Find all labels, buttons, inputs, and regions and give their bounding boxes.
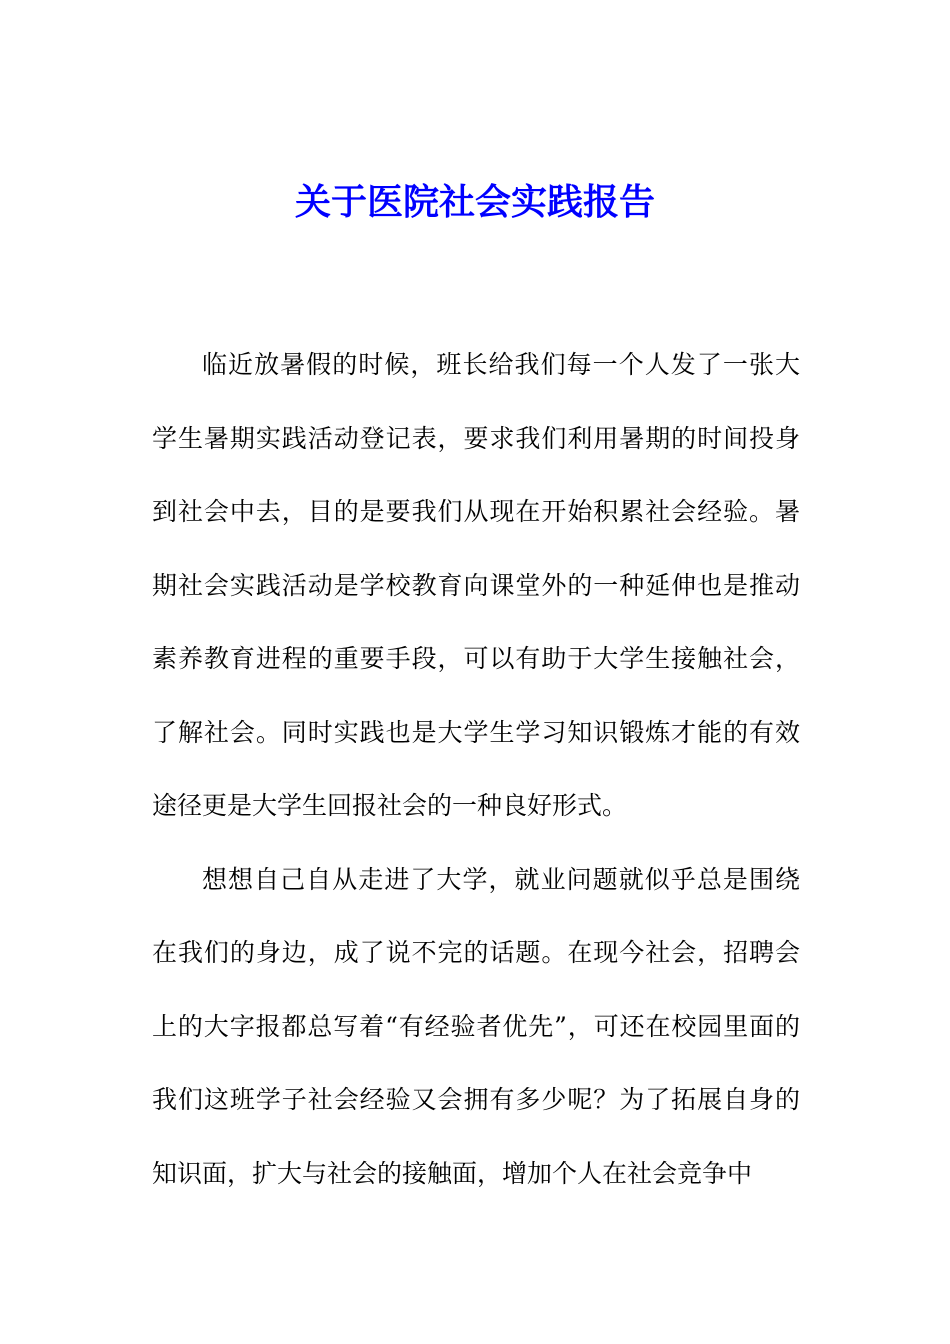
document-body	[152, 328, 800, 1210]
paragraph-2: 想想自己自从走进了大学，就业问题就似乎总是围绕在我们的身边，成了说不完的话题。在现今社会，招聘会上的大字报都总写着“有经验者优先”，可还在校园里面的我们这班学子社会经验又会拥有多少呢？为了拓展自身的知识面，扩大与社会的接触面，增加个人在社会竞争中	[152, 864, 800, 1188]
paragraph-1: 临近放暑假的时候，班长给我们每一个人发了一张大学生暑期实践活动登记表，要求我们利用暑期的时间投身到社会中去，目的是要我们从现在开始积累社会经验。暑期社会实践活动是学校教育向课堂外的一种延伸也是推动素养教育进程的重要手段，可以有助于大学生接触社会，了解社会。同时实践也是大学生学习知识锻炼才能的有效途径更是大学生回报社会的一种良好形式。	[152, 350, 800, 820]
document-title: 关于医院社会实践报告	[294, 182, 655, 223]
